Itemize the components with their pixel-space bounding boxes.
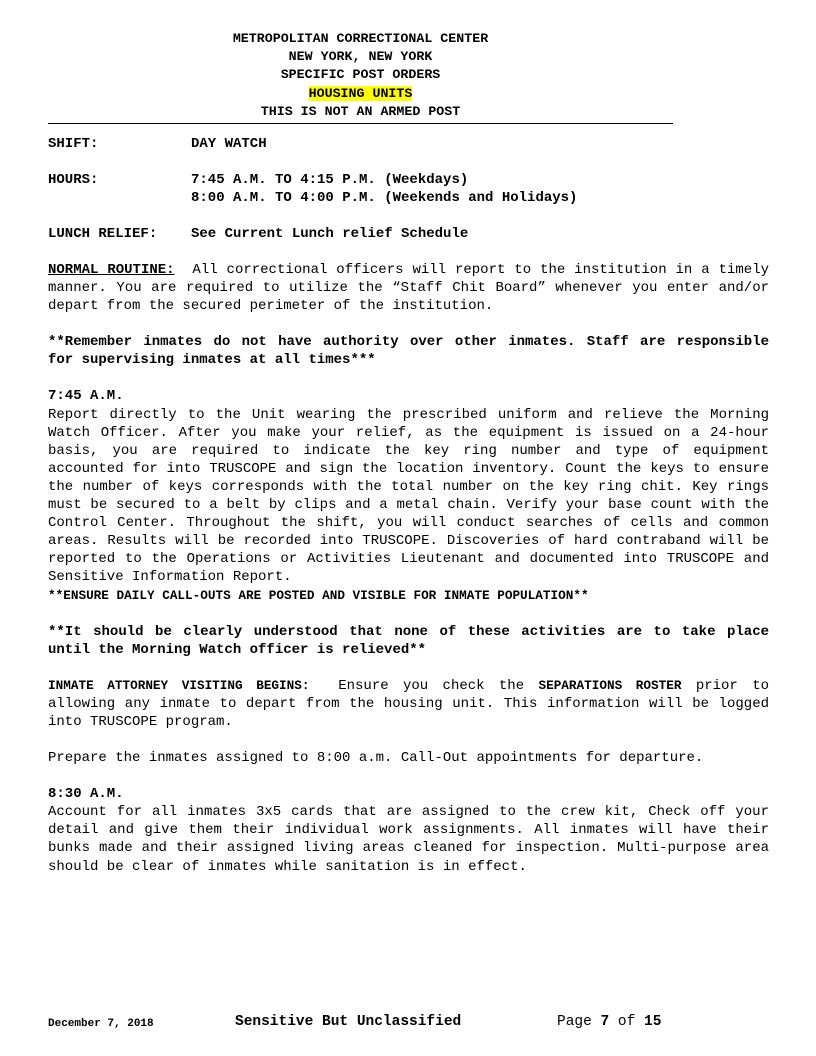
shift-value: DAY WATCH	[191, 136, 267, 153]
header-location: NEW YORK, NEW YORK	[288, 49, 433, 65]
hours-weekends: 8:00 A.M. TO 4:00 P.M. (Weekends and Holidays)	[191, 190, 578, 207]
attorney-text-a: Ensure you check the	[338, 677, 525, 694]
footer-classification: Sensitive But Unclassified	[235, 1014, 462, 1030]
shift-row	[48, 135, 769, 153]
separations-roster: SEPARATIONS ROSTER	[538, 677, 682, 693]
header-divider	[48, 123, 673, 124]
time-830-heading: 8:30 A.M.	[48, 786, 124, 803]
attorney-visiting-paragraph	[48, 677, 769, 731]
attorney-visiting-label: INMATE ATTORNEY VISITING BEGINS:	[48, 677, 310, 693]
shift-label: SHIFT:	[48, 136, 99, 153]
hours-label: HOURS:	[48, 172, 99, 189]
document-header	[48, 30, 673, 121]
lunch-label: LUNCH RELIEF:	[48, 226, 158, 243]
prepare-call-out-paragraph: Prepare the inmates assigned to 8:00 a.m. Call-Out appointments for departure.	[48, 750, 704, 767]
time-745-instructions: Report directly to the Unit wearing the prescribed uniform and relieve the Morning Watch Officer. After you make your relief, as the equipment is issued on a 24-hour basis, you are required to indicate the key ring number and type of equipment accounted for into TRUSCOPE and sign the location inventory. Count the keys to ensure the number of keys corresponds with the total number on the key ring chit. Key rings must be secured to a belt by clips and a metal chain. Verify your base count with the Control Center. Throughout the shift, you will conduct searches of cells and common areas. Results will be recorded into TRUSCOPE. Discoveries of hard contraband will be reported to the Operations or Activities Lieutenant and documented into TRUSCOPE and Sensitive Information Report.	[48, 406, 769, 586]
reminder-notice: **Remember inmates do not have authority over other inmates. Staff are responsible for supervising inmates at all times***	[48, 334, 769, 369]
document-page	[48, 30, 769, 876]
time-745-heading: 7:45 A.M.	[48, 388, 124, 405]
normal-routine-text: All correctional officers will report to the institution in a timely manner. You are required to utilize the “Staff Chit Board” whenever you enter and/or depart from the secured perimeter of the institution.	[48, 262, 769, 315]
lunch-row	[48, 225, 769, 243]
normal-routine-paragraph	[48, 261, 769, 315]
time-830-instructions: Account for all inmates 3x5 cards that are assigned to the crew kit, Check off your detail and give them their individual work assignments. All inmates will have their bunks made and their assigned living areas cleaned for inspection. Multi-purpose area should be clear of inmates while sanitation is in effect.	[48, 804, 769, 875]
normal-routine-label: NORMAL ROUTINE:	[48, 262, 175, 279]
hours-row	[48, 171, 769, 207]
lunch-value: See Current Lunch relief Schedule	[191, 226, 469, 243]
header-institution: METROPOLITAN CORRECTIONAL CENTER	[232, 31, 489, 46]
header-housing-units-highlight: HOUSING UNITS	[308, 85, 413, 101]
hours-weekdays: 7:45 A.M. TO 4:15 P.M. (Weekdays)	[191, 172, 469, 189]
header-post-orders: SPECIFIC POST ORDERS	[280, 67, 441, 83]
relief-notice: **It should be clearly understood that none of these activities are to take place until the Morning Watch officer is relieved**	[48, 623, 769, 658]
attorney-text-b: prior to allowing any inmate to depart from the housing unit. This information will be logged into TRUSCOPE program.	[48, 677, 769, 730]
footer-page-number: Page 7 of 15	[557, 1014, 662, 1030]
footer-date: December 7, 2018	[48, 1018, 154, 1030]
header-armed-post-notice: THIS IS NOT AN ARMED POST	[260, 103, 461, 119]
call-outs-notice: **ENSURE DAILY CALL-OUTS ARE POSTED AND VISIBLE FOR INMATE POPULATION**	[48, 587, 589, 603]
